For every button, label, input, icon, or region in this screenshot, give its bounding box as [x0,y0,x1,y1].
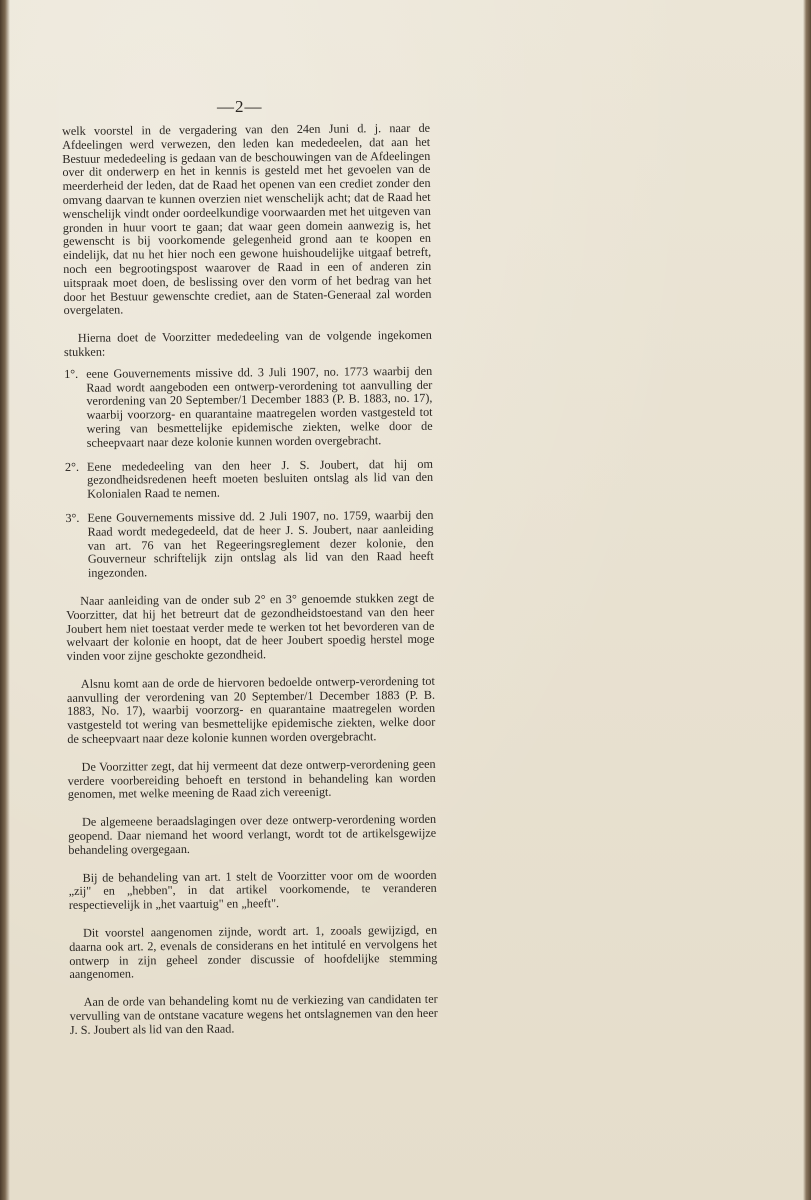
paragraph-2: Hierna doet de Voorzitter mededeeling van de volgende ingekomen stukken: [63,327,432,359]
paragraph-9: Aan de orde van behandeling komt nu de verkiezing van candidaten ter vervulling van de ontstane vacature wegens het ontslagnemen van den heer J. S. Joubert als lid van den Raad. [69,991,438,1037]
paragraph-5: De Voorzitter zegt, dat hij vermeent dat deze ontwerp-verordening geen verdere voorbereiding behoeft en terstond in behandeling kan worden genomen, met welke meening de Raad zich vereenigt. [67,756,436,802]
list-item [65,509,434,581]
list-item [64,365,433,451]
paragraph-3: Naar aanleiding van de onder sub 2° en 3° genoemde stukken zegt de Voorzitter, dat hij het betreurt dat de gezondheidstoestand van den heer Joubert hem niet toestaat verder mede te werken tot het bevorderen van de welvaart der kolonie en hoopt, dat de heer Joubert spoedig herstel moge vinden voor zijne geschokte gezondheid. [66,590,435,664]
list-item-text: eene Gouvernements missive dd. 3 Juli 1907, no. 1773 waarbij den Raad wordt aangeboden een ontwerp-verordening tot aanvulling der verordening van 20 September/1 December 1883 (P. B. 1883, no. 17), waarbij voorzorg- en quarantaine maatregelen worden vastgesteld tot wering van besmettelijke epidemische ziekten, welke door de scheepvaart naar deze kolonie kunnen worden overgebracht. [86,363,433,450]
show-through-text [505,88,805,218]
page-left-edge [0,0,10,1200]
list-item-text: Eene Gouvernements missive dd. 2 Juli 1907, no. 1759, waarbij den Raad wordt medegedeeld, dat de heer J. S. Joubert, naar aanleiding van art. 76 van het Regeeringsreglement dezer kolonie, den Gouverneur schriftelijk zijn ontslag als lid van den Raad heeft ingezonden. [87,507,434,580]
page-number: —2— [217,97,263,116]
list-item-number: 2°. [64,459,80,474]
paragraph-4: Alsnu komt aan de orde de hiervoren bedoelde ontwerp-verordening tot aanvulling der verordening van 20 September/1 December 1883 (P. B. 1883, No. 17), waarbij voorzorg- en quarantaine maatregelen worden vastgesteld tot wering van besmettelijke epidemische ziekten, welke door de scheepvaart naar deze kolonie kunnen worden overgebracht. [66,673,436,747]
body-text [62,122,438,1038]
list-item-number: 3°. [65,510,80,525]
paragraph-8: Dit voorstel aangenomen zijnde, wordt art. 1, zooals gewijzigd, en daarna ook art. 2, evenals de considerans en het intitulé en vervolgens het ontwerp in zijn geheel zonder discussie of hoofdelijke stemming aangenomen. [69,922,438,982]
paragraph-6: De algemeene beraadslagingen over deze ontwerp-verordening worden geopend. Daar niemand het woord verlangt, wordt tot de artikelsgewijze behandeling overgegaan. [68,812,437,857]
list-item-text: Eene mededeeling van den heer J. S. Joubert, dat hij om gezondheidsredenen heeft moeten besluiten ontslag als lid van den Kolonialen Raad te nemen. [86,456,434,501]
paragraph-1: welk voorstel in de vergadering van den 24en Juni d. j. naar de Afdeelingen werd verwezen, den leden kan mededeelen, dat aan het Bestuur mededeeling is gedaan van de beschouwingen van de Afdeelingen over dit onderwerp en het in kennis is gesteld met het gevoelen van de meerderheid der leden, dat de Raad het openen van een crediet zonder den omvang daarvan te kunnen overzien niet wenschelijk acht; dat de Raad het wenschelijk vindt onder oordeelkundige voorwaarden met het uitgeven van gronden in huur voort te gaan; dat waar geen domein aanwezig is, het gewenscht is bij voorkomende gelegenheid grond aan te koopen en eindelijk, dat nu het hier noch een gewone huishoudelijke uitgaaf betreft, noch een begrootingspost waarover de Raad in een of anderen zin uitspraak moet doen, de beslissing over den vorm of het bedrag van het door het Bestuur gewenschte crediet, aan de Staten-Generaal zal worden overgelaten. [61,120,432,318]
list-item-number: 1°. [64,366,79,381]
paragraph-7: Bij de behandeling van art. 1 stelt de Voorzitter voor om de woorden „zij" en „hebben", in dat artikel voorkomende, te veranderen respectievelijk in „het vaartuig" en „heeft". [68,867,437,913]
list-item [65,457,433,502]
